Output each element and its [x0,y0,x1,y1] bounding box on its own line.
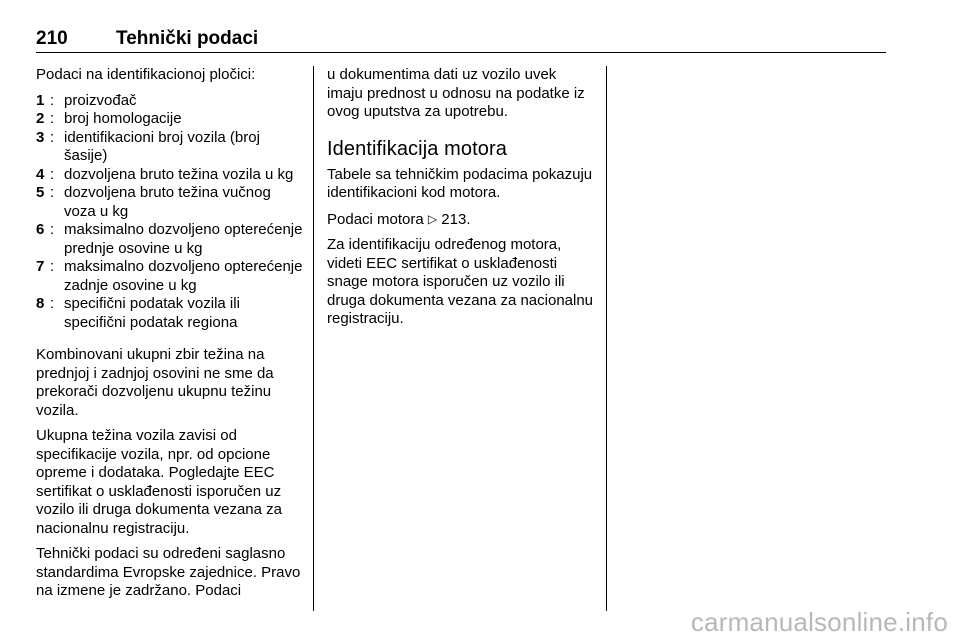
item-number: 2 [36,110,45,127]
item-number: 8 [36,295,45,312]
page-reference-link[interactable]: 213. [441,210,471,228]
list-item [36,184,304,221]
item-text: dozvoljena bruto težina vozila u kg [64,165,294,183]
identification-plate-intro: Podaci na identifikacionoj pločici: [36,66,256,83]
list-item [36,129,304,166]
engine-data-label: Podaci motora [327,210,424,228]
column-right [327,66,595,336]
item-text: identifikacioni broj vozila (broj šasije) [64,128,260,164]
engine-certificate-paragraph: Za identifikaciju određenog motora, videti EEC sertifikat o usklađenosti snage motora isporučen uz vozilo ili druga dokumenta vezana za nacionalnu registraciju. [327,236,594,327]
item-separator: : [50,110,55,127]
page-number: 210 [36,28,68,49]
item-separator: : [50,258,55,275]
item-text: dozvoljena bruto težina vučnog voza u kg [64,184,271,220]
item-separator: : [50,91,55,109]
item-text: maksimalno dozvoljeno opterećenje zadnje osovine u kg [64,258,303,294]
page-header [36,28,886,53]
item-number: 5 [36,184,45,201]
item-separator: : [50,295,55,312]
page-title: Tehnički podaci [116,28,259,49]
item-text: broj homologacije [64,110,182,127]
list-item [36,92,304,111]
item-separator: : [50,128,55,146]
item-text: specifični podatak vozila ili specifični podatak regiona [64,295,240,331]
item-number: 1 [36,91,45,109]
item-separator: : [50,165,55,183]
item-text: maksimalno dozvoljeno opterećenje prednje osovine u kg [64,221,303,257]
engine-data-reference [327,210,595,230]
identification-plate-list [36,92,304,333]
section-heading-engine-identification: Identifikacija motora [327,137,507,160]
list-item [36,295,304,332]
list-item [36,110,304,129]
item-number: 4 [36,165,45,183]
page-reference-arrow-icon: ▷ [427,211,438,226]
continuation-paragraph: u dokumentima dati uz vozilo uvek imaju prednost u odnosu na podatke iz ovog uputstva za upotrebu. [327,66,585,120]
axle-weight-paragraph: Kombinovani ukupni zbir težina na prednjoj i zadnjoj osovini ne sme da prekorači dozvoljenu ukupnu težinu vozila. [36,346,274,419]
column-left [36,66,304,608]
column-divider [606,66,607,611]
item-number: 6 [36,221,45,238]
engine-tables-paragraph: Tabele sa tehničkim podacima pokazuju identifikacioni kod motora. [327,165,593,201]
item-separator: : [50,184,55,201]
list-item [36,258,304,295]
vehicle-weight-paragraph: Ukupna težina vozila zavisi od specifikacije vozila, npr. od opcione opreme i dodataka. Pogledajte EEC sertifikat o usklađenosti isporučen uz vozilo ili druga dokumenta vezana za nacionalnu registraciju. [36,427,282,537]
item-number: 3 [36,128,45,146]
item-separator: : [50,221,55,238]
column-divider [313,66,314,611]
list-item [36,221,304,258]
watermark: carmanualsonline.info [690,607,948,637]
technical-data-paragraph: Tehnički podaci su određeni saglasno standardima Evropske zajednice. Pravo na izmene je zadržano. Podaci [36,545,301,599]
item-number: 7 [36,258,45,275]
item-text: proizvođač [64,91,137,109]
list-item [36,166,304,185]
